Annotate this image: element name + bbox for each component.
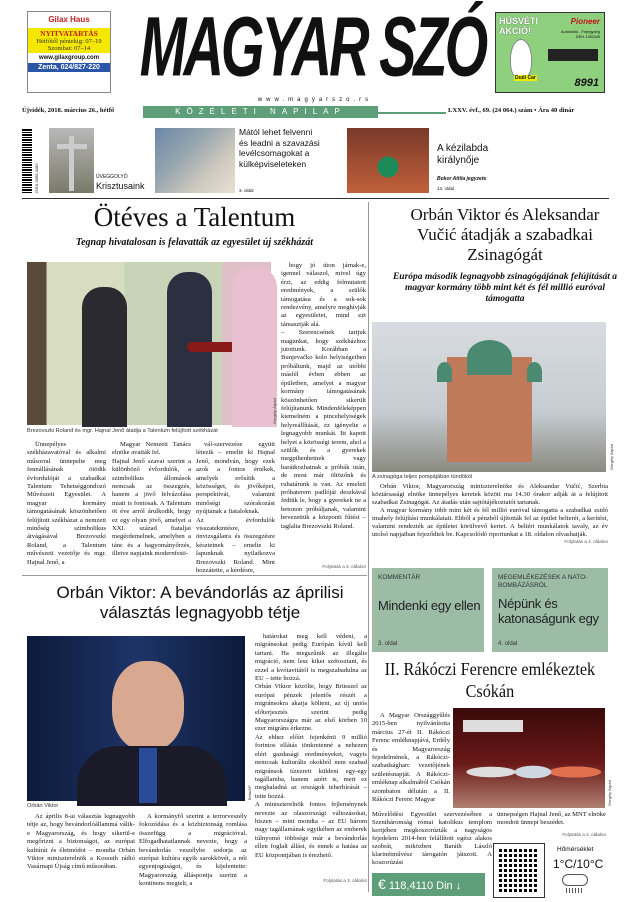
ad-url: www.gilaxgroup.com <box>38 55 100 61</box>
box-kommentar[interactable] <box>372 568 484 652</box>
teaser-byline: Bokor Attila jegyzete <box>437 176 487 182</box>
zsinagoga-caption: A zsinagóga teljes pompájában tündököl <box>372 474 473 480</box>
pioneer-ad[interactable] <box>495 12 605 93</box>
photo-credit: Gergely Árpád <box>272 398 277 424</box>
bunny-icon <box>510 39 532 79</box>
tagline-bar <box>143 106 378 118</box>
rakoczi-col3: ünnepségen Hajnal Jenő, az MNT elnöke mondott ünnepi beszédet. <box>497 811 606 826</box>
zsinagoga-body2: A magyar kormány több mint két és fél millió euróval támogatta a szabadkai zsidó imahely felújítási munkálatait. Ebből a pénzből újították fel az épület belterét, a kerítést, valamint rendezték az épületet körülvevő kertet. A beltéri munkálatok tavaly, az év utolsó napjaiban fejeződtek be. Kapcsolódó riportunkat a 18. oldalon olvashatják. <box>372 507 608 538</box>
photo-credit: Gergely Árpád <box>607 780 612 806</box>
rakoczi-col2: Művelődési Egyesület szervezésében a Szentháromság római katolikus templom kertjében megkoszorúzták a nagyságos fejedelem 2014-ben felállított egész alakos szobrát, miközben Baráth László klarinétművész tárogatón játszott. A koszorúzást <box>372 811 492 866</box>
teaser-page: 3. oldal <box>239 188 254 193</box>
pioneer-logo: Pioneer <box>570 17 600 26</box>
ad-hours: Szombat: 07–14 <box>47 45 91 52</box>
zsinagoga-subhead: Európa második legnagyobb zsinagógájának felújítását a magyar kormány több mint két és fél millió euróval támogatta <box>392 272 618 304</box>
ad-shop: Dudi Car <box>515 75 536 81</box>
ad-phone: Zenta, 024/827-220 <box>28 63 110 72</box>
teaser-title[interactable]: Mától lehet felvenni és leadni a szavazási levélcsomagokat a külképviseleteken <box>239 127 320 169</box>
exchange-rate <box>372 873 485 896</box>
talentum-photo[interactable] <box>27 262 271 425</box>
weather-label: Hőmérséklet <box>557 846 594 853</box>
gilax-logo: Gilax Haus <box>48 15 90 24</box>
ad-price: 8991 <box>574 77 599 89</box>
barcode-issn: ISSN 0350-4182 <box>34 163 39 193</box>
talentum-col2: Magyar Nemzeti Tanács elnöke avatták fel. Hajnal Jenő szavai szerint a különböző évfordulók, a szimbolikus állomások nemcsak az összegzés, hanem a jövő felvázolása miatt is fontosak. A Talentum öt éve arról árulkodik, hogy ez egy olyan jövő, amelyet a XXI. század fiataljai megérdemelnek, amelyben a tánc és a hagyományőrzés, illetve napjaink modernfesti- <box>112 441 191 558</box>
continued[interactable]: Folytatás a 4. oldalon <box>562 832 606 837</box>
divider <box>378 112 446 114</box>
teaser-cross-photo[interactable] <box>49 128 94 193</box>
box-megemlekezesek[interactable] <box>492 568 608 652</box>
zsinagoga-body1: Orbán Viktor, Magyarország miniszterelnöke és Aleksandar Vučić, Szerbia köztársasági elnöke ünnepélyes keretek között ma 14.30 órakor adják át a felújított szabadkai Zsinagógát. Az átadás után sajtótájékoztatót tartanak. <box>372 483 608 506</box>
weather-temp: 1°C/10°C <box>553 857 604 871</box>
orban-col3: határokat meg kell védeni, a migránsokat pedig Európán kívül kell tartani. Ha megszűnik az illegális migráció, nem lesz kiket szétosztani, és ezzel a kvótavitától is megszabadulna az EU – tette hozzá. Orbán Viktor közölte, hogy Brüsszel az európai pénzek jelentős részét a migránsokra akarja költeni, az új uniós előterjesztés szerint pedig Magyarországra már az első körben 10 ezer migráns érkezne. Az ehhez előírt fejenkénti 9 millió forintos ellátás tönkretenné a nehezen elért gazdasági eredményeket, vagyis nemcsak kulturális okokból nem szabad migránsok tízezreit küldeni egy-egy tagállamba, hanem azért is, mert ez meghaladná az országok teherbírását – tette hozzá. A miniszterelnök fontos fejleménynek nevezte az olaszországi változásokat, hiszen – mint mondta – az EU három nagy tagállamának egyikében az emberek túlnyomó többsége már a bevándorlás ellen foglalt állást, és ennek a hatása az EU központjában is érezhető. <box>255 633 367 859</box>
rakoczi-photo[interactable] <box>453 708 605 808</box>
teaser-title[interactable]: Krisztusaink <box>96 181 145 191</box>
divider <box>22 198 609 199</box>
zsinagoga-photo[interactable] <box>372 322 606 472</box>
teaser-ballot-photo[interactable] <box>155 128 235 193</box>
zsinagoga-text <box>372 483 608 545</box>
ad-hours: Hétfőtől péntekig: 07–19 <box>36 38 102 45</box>
teaser-title[interactable]: A kézilabda királynője <box>437 143 489 166</box>
box-page: 3. oldal <box>378 641 398 647</box>
talentum-col3: vál-szervezése együtt létezik – emelte ki Hajnal Jenő, mondván, hogy ezek azok a fontos értékek, amelyek erősítik a közösséget, és jövőképet, perspektívát, valamint minőségi szórakozást nyújtanak a fiataloknak. Az évfordulók visszatekintésre, önvizsgálatra és összegzésre késztetnek – emelte ki lapunknak nyilatkozva Brezovszki Roland. Mint hozzátette, a kérdésre, <box>196 441 275 575</box>
exchange-value: 118,4110 Din <box>388 880 453 892</box>
issue-info: LXXV. évf., 69. (24 064.) szám • Ára 40 dinár <box>448 107 575 114</box>
box-title: Népünk és katonaságunk egy <box>498 596 599 626</box>
car-radio-image <box>548 49 598 61</box>
ad-heading: NYITVATARTÁS <box>40 29 98 38</box>
box-page: 4. oldal <box>498 641 518 647</box>
orban-col2: A kormányfő szerint a terrorveszély fokozódása és a közbiztonság romlása összefügg a migrációval. Elfogadhatatlannak nevezte, hogy a bevándorlás veszélybe sodorja az európai kultúra egyik sarokkövét, a női egyenjogúságot, és kijelentette: Magyarország álláspontja szerint a kontinens megtelt, a <box>139 813 247 888</box>
talentum-col4: hogy jó úton járnak-e, igennel válaszol, mivel úgy érzi, az eddig felmutatott eredmények, a szülők támogatása és a sok-sok rendezvény, amelyre meghívják az egyesületet, mind ezt támasztják alá. – Szerencsének tartjuk magunkat, hogy székházhoz jutottunk. Korábban a Bunjevačko kolo helyiségeiben próbáltunk, majd az utóbbi másfél évben ebben az épületben, amelyet a magyar kormány támogatásának köszönhetően sikerült felújítanunk. Mindenféleképpen kiemelném a pincehelyiségek helyreállítását, ez igényelte a legnagyobb munkát. Itt kapott helyet a közösségi terem, ahol a szülők és a gyerekek megpihenhetnek vagy barátkozhatnak a próbák után, de most már öltözőnk és ruhatárunk is van. Az emeleti próbaterem padlóját deszkával fedtük le, hogy a gyerekek ne a betonon próbáljanak, valamint bevezettük a központi fűtést – taglalta Brezovszki Roland. <box>281 262 366 530</box>
rakoczi-headline[interactable]: II. Rákóczi Ferencre emlékeztek Csókán <box>384 659 596 701</box>
box-title: Mindenki egy ellen <box>378 598 481 613</box>
continued[interactable]: Folytatás a 3. oldalon <box>323 878 367 883</box>
orban-caption: Orbán Viktor <box>27 803 59 809</box>
orban-headline[interactable]: Orbán Viktor: A bevándorlás az áprilisi választás legnagyobb tétje <box>56 583 344 622</box>
box-kicker: MEGEMLÉKEZÉSEK A NATO-BOMBÁZÁSRÓL <box>498 574 588 589</box>
orban-col1: Az április 8-ai választás legnagyobb tétje az, hogy bevándorlóállammá válik-e Magyarország, és hogy sikerül-e megőrizni a biztonságot, az európai kultúrát és életmódot – mondta Orbán Viktor miniszterelnök a Kossuth rádió Vasárnapi Újság című műsorában. <box>27 813 135 871</box>
masthead-url[interactable]: www.magyarszo.rs <box>257 97 373 103</box>
teaser-handball-photo[interactable] <box>347 128 429 193</box>
talentum-subhead: Tegnap hivatalosan is felavatták az egyesület új székházát <box>75 237 314 248</box>
talentum-caption: Brezovszki Roland és mgr. Hajnal Jenő átadja a Talentum felújított székházát <box>27 428 218 434</box>
column-divider <box>368 202 369 892</box>
rakoczi-col1: A Magyar Országgyűlés 2015-ben nyilvánította március 27-ét II. Rákóczi Ferenc emléknapjává, Erdély és Magyarország fejedelmének, a Rákóczi-szabadságharc vezetőjének születésnapját. A Rákóczi-emléknap alkalmából Csókán szombaton délután a II. Rákóczi Ferenc Magyar <box>372 712 451 804</box>
continued[interactable]: Folytatás a 4. oldalon <box>322 564 366 569</box>
date: Újvidék, 2018. március 26., hétfő <box>22 107 115 114</box>
box-kicker: KOMMENTÁR <box>378 574 421 581</box>
euro-icon: € <box>378 876 386 892</box>
orban-photo[interactable] <box>27 636 245 801</box>
teaser-page: 13. oldal <box>437 186 455 191</box>
qr-code[interactable] <box>493 843 545 898</box>
ad-title: HÚSVÉTI AKCIÓ! <box>499 16 539 36</box>
photo-credit: Beta/AP <box>247 785 252 800</box>
divider <box>22 575 367 576</box>
zsinagoga-headline[interactable]: Orbán Viktor és Aleksandar Vučić átadják a szabadkai Zsinagógát <box>410 205 600 264</box>
rain-drops <box>566 888 584 893</box>
photo-credit: Gergely Árpád <box>609 444 614 470</box>
arrow-down-icon: ↓ <box>455 880 462 892</box>
talentum-col1: Ünnepélyes székházavatóval és alkalmi műsorral ünnepelte meg fennállásának ötödik évfordulóját a szabadkai Talentum Tehetséggondozó Művészeti Egyesület. A magyar kormány támogatásának köszönhetően felújított székházat a nemzeti minőség szimbolikus átvágásával Brezovszki Roland, a Talentum művészeti vezetője és mgr. Hajnal Jenő, a <box>27 441 106 566</box>
masthead-title: MAGYAR SZÓ <box>139 0 486 94</box>
continued[interactable]: Folytatás a 4. oldalon <box>564 539 608 544</box>
teaser-kicker: ÜVEGGOLYÓ <box>96 174 128 180</box>
barcode <box>22 128 32 193</box>
rain-cloud-icon <box>562 874 588 886</box>
tagline: KÖZÉLETI NAPILAP <box>175 107 346 116</box>
talentum-headline[interactable]: Ötéves a Talentum <box>93 202 296 232</box>
ad-product: Autórádió - Fejegység DEH-1900UB <box>560 29 600 39</box>
gilax-ad[interactable] <box>27 11 111 93</box>
